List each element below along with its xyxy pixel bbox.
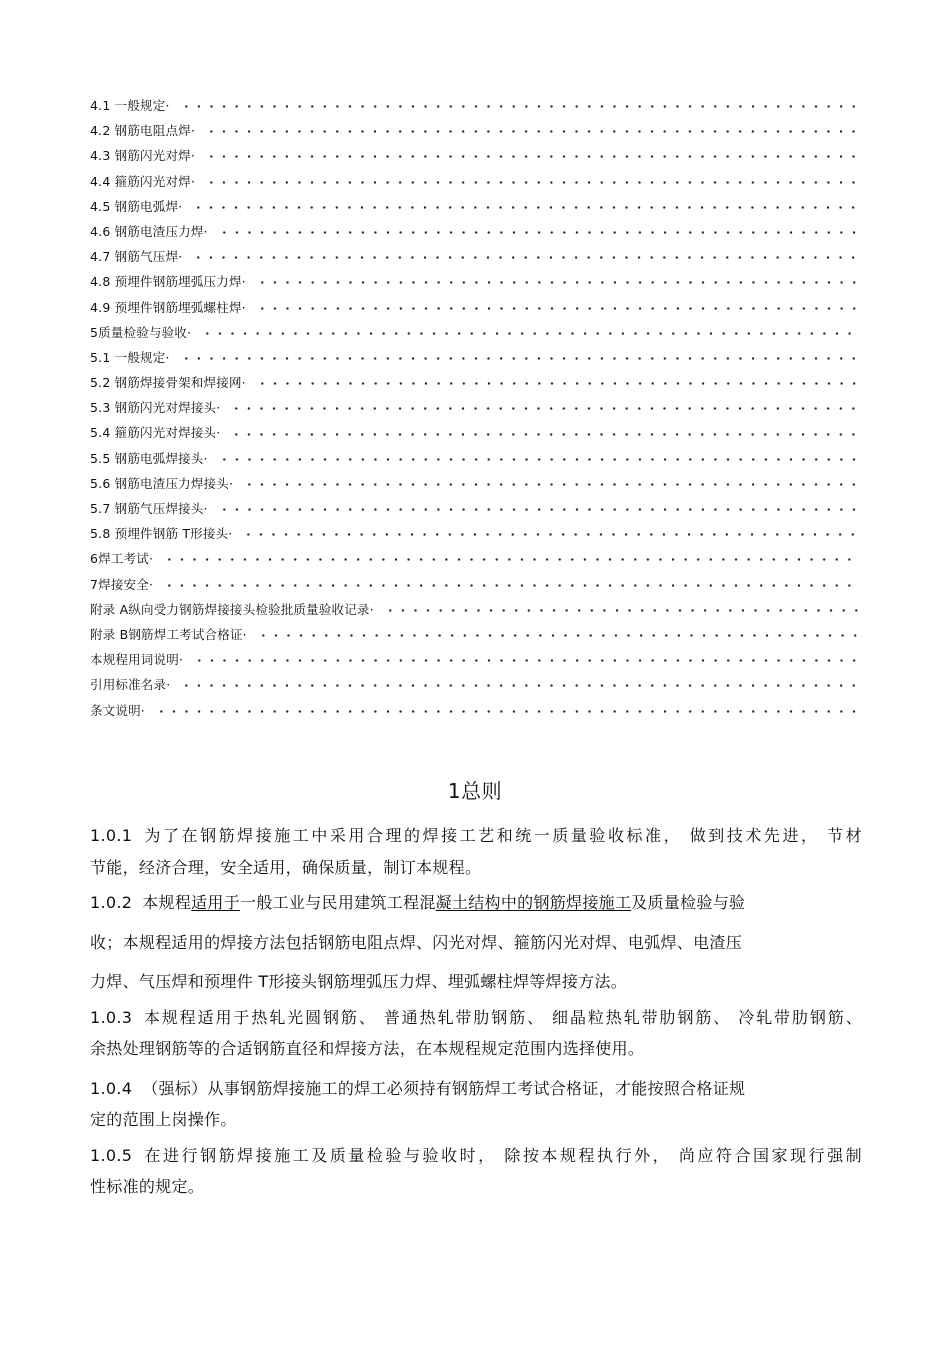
toc-entry[interactable] — [90, 244, 860, 269]
toc-entry-label: 4.3 钢筋闪光对焊· — [90, 148, 196, 164]
toc-dot-leader — [230, 433, 860, 436]
clause-text: 定的范围上岗操作。 — [90, 1110, 237, 1129]
clause-text: 及质量检验与验 — [631, 893, 746, 912]
clause-text: 在进行钢筋焊接施工及质量检验与验收时， 除按本规程执行外， 尚应符合国家现行强制 — [142, 1145, 862, 1165]
toc-entry[interactable] — [90, 546, 860, 571]
clause-text: 余热处理钢筋等的合适钢筋直径和焊接方法，在本规程规定范围内选择使用。 — [90, 1039, 645, 1058]
toc-entry-label: 5.5 钢筋电弧焊接头· — [90, 450, 208, 466]
toc-dot-leader — [192, 256, 860, 259]
toc-dot-leader — [163, 584, 860, 587]
toc-entry-label: 6焊工考试· — [90, 551, 154, 567]
clause-1-0-3 — [90, 1002, 862, 1065]
clause-text: （强标）从事钢筋焊接施工的焊工必须持有钢筋焊工考试合格证，才能按照合格证规 — [142, 1078, 746, 1098]
toc-dot-leader — [163, 558, 860, 561]
toc-entry-label: 4.2 钢筋电阻点焊· — [90, 123, 196, 139]
toc-dot-leader — [256, 281, 860, 284]
toc-dot-leader — [180, 684, 860, 687]
table-of-contents — [90, 93, 860, 723]
clause-text: 一般工业与民用建筑工程混 — [240, 893, 436, 912]
toc-entry[interactable] — [90, 370, 860, 395]
clause-line — [90, 887, 862, 919]
toc-dot-leader — [180, 357, 860, 360]
clause-line — [90, 1002, 862, 1034]
chapter-title: 1总则 — [447, 779, 503, 803]
toc-entry[interactable] — [90, 622, 860, 647]
toc-dot-leader — [201, 332, 860, 335]
toc-entry[interactable] — [90, 521, 860, 546]
toc-entry-label: 5.2 钢筋焊接骨架和焊接网· — [90, 375, 246, 391]
toc-dot-leader — [242, 533, 860, 536]
clause-text: 本规程适用于热轧光圆钢筋、 普通热轧带肋钢筋、 细晶粒热轧带肋钢筋、 冷轧带肋钢筋、 — [142, 1007, 862, 1027]
clause-text: 本规程 — [142, 893, 192, 912]
clause-text: 收；本规程适用的焊接方法包括钢筋电阻点焊、闪光对焊、箍筋闪光对焊、电弧焊、电渣压 — [90, 932, 743, 952]
toc-entry-label: 条文说明· — [90, 702, 145, 718]
toc-entry[interactable] — [90, 496, 860, 521]
clause-line — [90, 1140, 862, 1172]
clause-text: 节能，经济合理，安全适用，确保质量，制订本规程。 — [90, 857, 482, 877]
toc-dot-leader — [180, 105, 860, 108]
toc-entry[interactable] — [90, 143, 860, 168]
toc-entry-label: 4.7 钢筋气压焊· — [90, 249, 183, 265]
clause-text: 力焊、气压焊和预埋件 T形接头钢筋埋弧压力焊、埋弧螺柱焊等焊接方法。 — [90, 972, 628, 991]
clause-number: 1.0.1 — [90, 826, 133, 845]
clause-number: 1.0.3 — [90, 1007, 133, 1027]
toc-dot-leader — [205, 130, 860, 133]
toc-dot-leader — [230, 407, 860, 410]
toc-entry-label: 5.7 钢筋气压焊接头· — [90, 501, 208, 516]
toc-entry-label: 5质量检验与验收· — [90, 324, 192, 340]
underlined-text: 适用于 — [191, 893, 241, 912]
clause-text: 为了在钢筋焊接施工中采用合理的焊接工艺和统一质量验收标准， 做到技术先进， 节材 — [142, 826, 862, 845]
toc-entry-label: 4.4 箍筋闪光对焊· — [90, 173, 196, 189]
toc-entry[interactable] — [90, 698, 860, 723]
toc-entry-label: 5.6 钢筋电渣压力焊接头· — [90, 475, 234, 491]
toc-entry[interactable] — [90, 93, 860, 118]
underlined-text: 凝土结构中的钢筋焊接施工 — [435, 893, 632, 912]
clause-1-0-2 — [90, 887, 862, 998]
clause-number: 1.0.4 — [90, 1078, 133, 1098]
clause-text: 性标准的规定。 — [90, 1177, 205, 1196]
clause-number: 1.0.5 — [90, 1145, 133, 1165]
toc-entry-label: 4.6 钢筋电渣压力焊· — [90, 223, 208, 239]
toc-entry-label: 5.3 钢筋闪光对焊接头· — [90, 400, 221, 416]
toc-entry[interactable] — [90, 572, 860, 597]
clause-line — [90, 820, 862, 852]
clause-1-0-4 — [90, 1073, 862, 1136]
clause-number: 1.0.2 — [90, 893, 133, 912]
toc-entry[interactable] — [90, 345, 860, 370]
toc-entry[interactable] — [90, 446, 860, 471]
clause-1-0-5 — [90, 1140, 862, 1203]
toc-entry[interactable] — [90, 647, 860, 672]
toc-dot-leader — [256, 382, 860, 385]
toc-entry-label: 5.1 一般规定· — [90, 349, 170, 365]
toc-entry-label: 4.5 钢筋电弧焊· — [90, 198, 183, 214]
toc-entry-label: 7焊接安全· — [90, 576, 154, 592]
toc-entry-label: 4.9 预埋件钢筋埋弧螺柱焊· — [90, 299, 246, 315]
toc-entry[interactable] — [90, 320, 860, 345]
toc-dot-leader — [193, 659, 860, 662]
toc-dot-leader — [205, 181, 860, 184]
toc-entry[interactable] — [90, 395, 860, 420]
toc-dot-leader — [256, 307, 860, 310]
toc-dot-leader — [384, 609, 860, 612]
toc-dot-leader — [243, 483, 860, 486]
toc-dot-leader — [155, 710, 860, 713]
toc-dot-leader — [218, 508, 860, 511]
toc-dot-leader — [205, 155, 860, 158]
toc-entry[interactable] — [90, 194, 860, 219]
clause-line — [90, 1073, 862, 1105]
toc-entry-label: 附录 B钢筋焊工考试合格证· — [90, 626, 247, 642]
clause-1-0-1 — [90, 820, 862, 883]
toc-entry[interactable] — [90, 597, 860, 622]
chapter-body — [90, 820, 862, 1203]
toc-entry-label: 4.1 一般规定· — [90, 98, 170, 113]
toc-dot-leader — [257, 634, 860, 637]
toc-dot-leader — [192, 206, 860, 209]
toc-entry-label: 5.4 箍筋闪光对焊接头· — [90, 425, 221, 441]
toc-entry[interactable] — [90, 118, 860, 143]
toc-entry[interactable] — [90, 471, 860, 496]
toc-dot-leader — [218, 458, 860, 461]
toc-entry[interactable] — [90, 672, 860, 697]
toc-entry[interactable] — [90, 295, 860, 320]
toc-entry[interactable] — [90, 219, 860, 244]
toc-entry[interactable] — [90, 420, 860, 445]
toc-entry-label: 引用标准名录· — [90, 677, 171, 693]
toc-entry[interactable] — [90, 269, 860, 294]
toc-dot-leader — [218, 231, 860, 234]
toc-entry-label: 本规程用词说明· — [90, 652, 184, 668]
toc-entry-label: 附录 A纵向受力钢筋焊接接头检验批质量验收记录· — [90, 601, 374, 617]
toc-entry-label: 5.8 预埋件钢筋 T形接头· — [90, 526, 233, 542]
toc-entry-label: 4.8 预埋件钢筋埋弧压力焊· — [90, 274, 246, 290]
toc-entry[interactable] — [90, 169, 860, 194]
